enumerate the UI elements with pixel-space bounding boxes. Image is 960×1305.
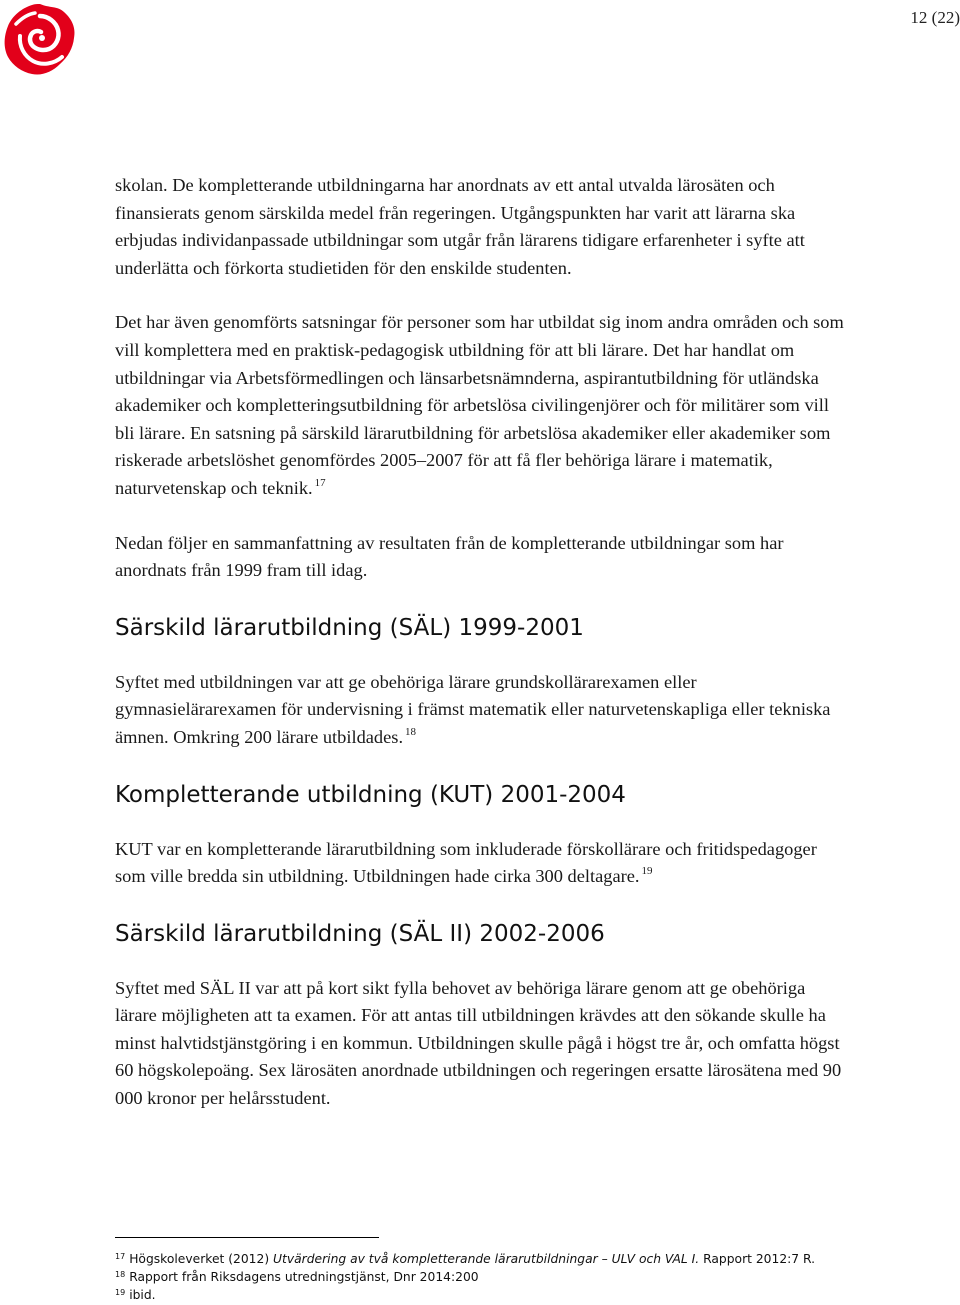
paragraph-text: Syftet med utbildningen var att ge obehöriga lärare grundskollärarexamen eller gymnasielärarexamen för undervisning i främst matematik eller naturvetenskapliga eller tekniska ämnen. Omkring 200 lärare utbildades. (115, 671, 831, 747)
footnote-ref[interactable]: 17 (314, 476, 326, 489)
footnote (115, 1287, 875, 1305)
footnote-mark: 19 (115, 1288, 126, 1297)
paragraph: Syftet med SÄL II var att på kort sikt fylla behovet av behöriga lärare genom att ge obehöriga lärare möjligheten att ta examen. För att antas till utbildningen krävdes att den sökande skulle ha minst halvtidstjänstgöring i en kommun. Utbildningen skulle pågå i högst tre år, och omfatta högst 60 högskolepoäng. Sex lärosäten anordnade utbildningen och regeringen ersatte lärosätena med 90 000 kronor per helårsstudent. (115, 977, 842, 1109)
footnote (115, 1251, 875, 1269)
section-heading: Särskild lärarutbildning (SÄL II) 2002-2006 (115, 920, 605, 947)
page-number: 12 (22) (910, 8, 960, 27)
paragraph-text: KUT var en kompletterande lärarutbildning som inkluderade förskollärare och fritidspedagoger som ville bredda sin utbildning. Utbildningen hade cirka 300 deltagare. (115, 838, 817, 887)
document-body (115, 172, 845, 1113)
paragraph: Nedan följer en sammanfattning av resultaten från de kompletterande utbildningar som har anordnats från 1999 fram till idag. (115, 532, 784, 581)
paragraph: skolan. De kompletterande utbildningarna har anordnats av ett antal utvalda lärosäten och finansierats genom särskilda medel från regeringen. Utgångspunkten har varit att lärarna ska erbjudas individanpassade utbildningar som utgår från lärarens tidigare erfarenheter i syfte att underlätta och förkorta studietiden för den enskilde studenten. (115, 175, 805, 278)
paragraph (115, 669, 845, 752)
footnote (115, 1269, 875, 1287)
footnote-title: Utvärdering av två kompletterande lärarutbildningar – ULV och VAL I. (273, 1252, 700, 1266)
footnote-ref[interactable]: 19 (641, 865, 653, 878)
footnote-text: Rapport från Riksdagens utredningstjänst, Dnr 2014:200 (129, 1270, 479, 1284)
paragraph (115, 309, 845, 502)
paragraph-text: Det har även genomförts satsningar för personer som har utbildat sig inom andra områden och som vill komplettera med en praktisk-pedagogisk utbildning för att bli lärare. Det har handlat om utbildningar via Arbetsförmedlingen och länsarbetsnämnderna, aspirantutbildning för utländska akademiker och kompletteringsutbildning för arbetslösa civilingenjörer och för militärer som vill bli lärare. En satsning på särskild lärarutbildning för arbetslösa akademiker eller akademiker som riskerade arbetslöshet genomfördes 2005–2007 för att få fler behöriga lärare i matematik, naturvetenskap och teknik. (115, 312, 844, 498)
footnote-mark: 17 (115, 1252, 126, 1261)
footnote-ref[interactable]: 18 (405, 725, 417, 738)
footnote-mark: 18 (115, 1270, 126, 1279)
footnote-text: Rapport 2012:7 R. (699, 1252, 816, 1266)
section-heading: Kompletterande utbildning (KUT) 2001-2004 (115, 781, 626, 808)
footnote-text: ibid. (129, 1288, 156, 1302)
paragraph (115, 836, 845, 891)
rose-logo-icon (2, 2, 78, 78)
footnote-text: Högskoleverket (2012) (129, 1252, 274, 1266)
footnote-divider (115, 1237, 379, 1238)
section-heading: Särskild lärarutbildning (SÄL) 1999-2001 (115, 614, 584, 641)
